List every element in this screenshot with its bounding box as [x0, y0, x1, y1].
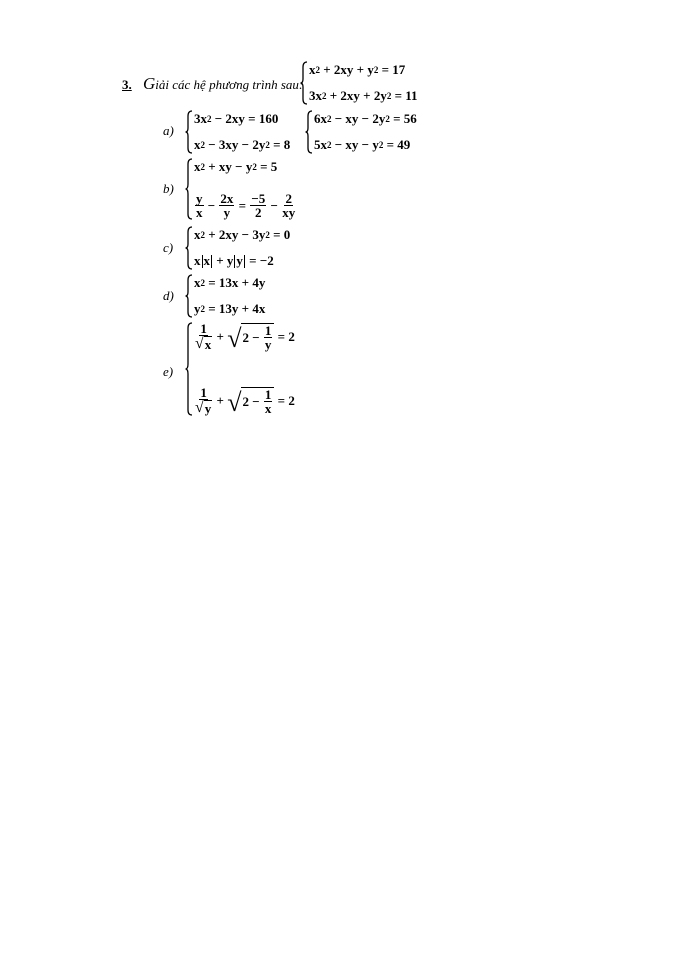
equation: x 2 + 2xy − 3y 2 = 0: [194, 227, 291, 242]
equation: x 2 + 2xy + y 2 = 17: [309, 62, 406, 77]
item-label-e: e): [163, 364, 174, 379]
system-e-equations: [194, 322, 295, 416]
equation: 5x 2 − xy − y 2 = 49: [314, 137, 411, 152]
system-c: [185, 226, 290, 270]
equation: 3x 2 + 2xy + 2y 2 = 11: [309, 88, 418, 103]
brace-icon: [300, 61, 308, 105]
exercise-number: 3.: [122, 77, 132, 92]
brace-icon: [185, 274, 193, 318]
equation: x x + y y = −2: [194, 253, 274, 268]
system-c-equations: [194, 226, 290, 270]
header-system-equations: [309, 61, 418, 105]
system-a2: [305, 110, 417, 154]
brace-icon: [185, 158, 193, 220]
equation: x 2 − 3xy − 2y 2 = 8: [194, 137, 291, 152]
exercise-title: iải các hệ phương trình sau:: [155, 77, 304, 92]
item-label-d: d): [163, 288, 174, 303]
brace-icon: [185, 226, 193, 270]
system-a1: [185, 110, 290, 154]
equation: 6x 2 − xy − 2y 2 = 56: [314, 111, 417, 126]
system-e: [185, 322, 295, 416]
system-b-equations: [194, 158, 296, 220]
system-a2-equations: [314, 110, 417, 154]
brace-icon: [185, 110, 193, 154]
system-d: [185, 274, 265, 318]
equation: 1 √ y + √ 2 − $\frac{1}{x}$ = 2: [195, 385, 295, 417]
item-label-c: c): [163, 240, 174, 255]
header-system: [300, 61, 418, 105]
system-b: [185, 158, 296, 220]
equation: x 2 + xy − y 2 = 5: [194, 159, 278, 174]
equation: 3x 2 − 2xy = 160: [194, 111, 279, 126]
brace-icon: [185, 322, 193, 416]
system-a1-equations: [194, 110, 290, 154]
equation: $\frac{y}{x}$ − $\frac{2x}{y}$ = $\frac{-5}{2}$ − $\frac{2}{xy}$: [196, 191, 296, 220]
item-label-a: a): [163, 123, 174, 138]
title-first-letter: G: [143, 74, 156, 93]
item-label-b: b): [163, 181, 174, 196]
equation: x 2 = 13x + 4y: [194, 275, 266, 290]
exercise-header: [122, 74, 303, 94]
system-d-equations: [194, 274, 265, 318]
equation: 1 √ x + √ 2 − $\frac{1}{y}$ = 2: [195, 321, 295, 353]
equation: y 2 = 13y + 4x: [194, 301, 266, 316]
brace-icon: [305, 110, 313, 154]
